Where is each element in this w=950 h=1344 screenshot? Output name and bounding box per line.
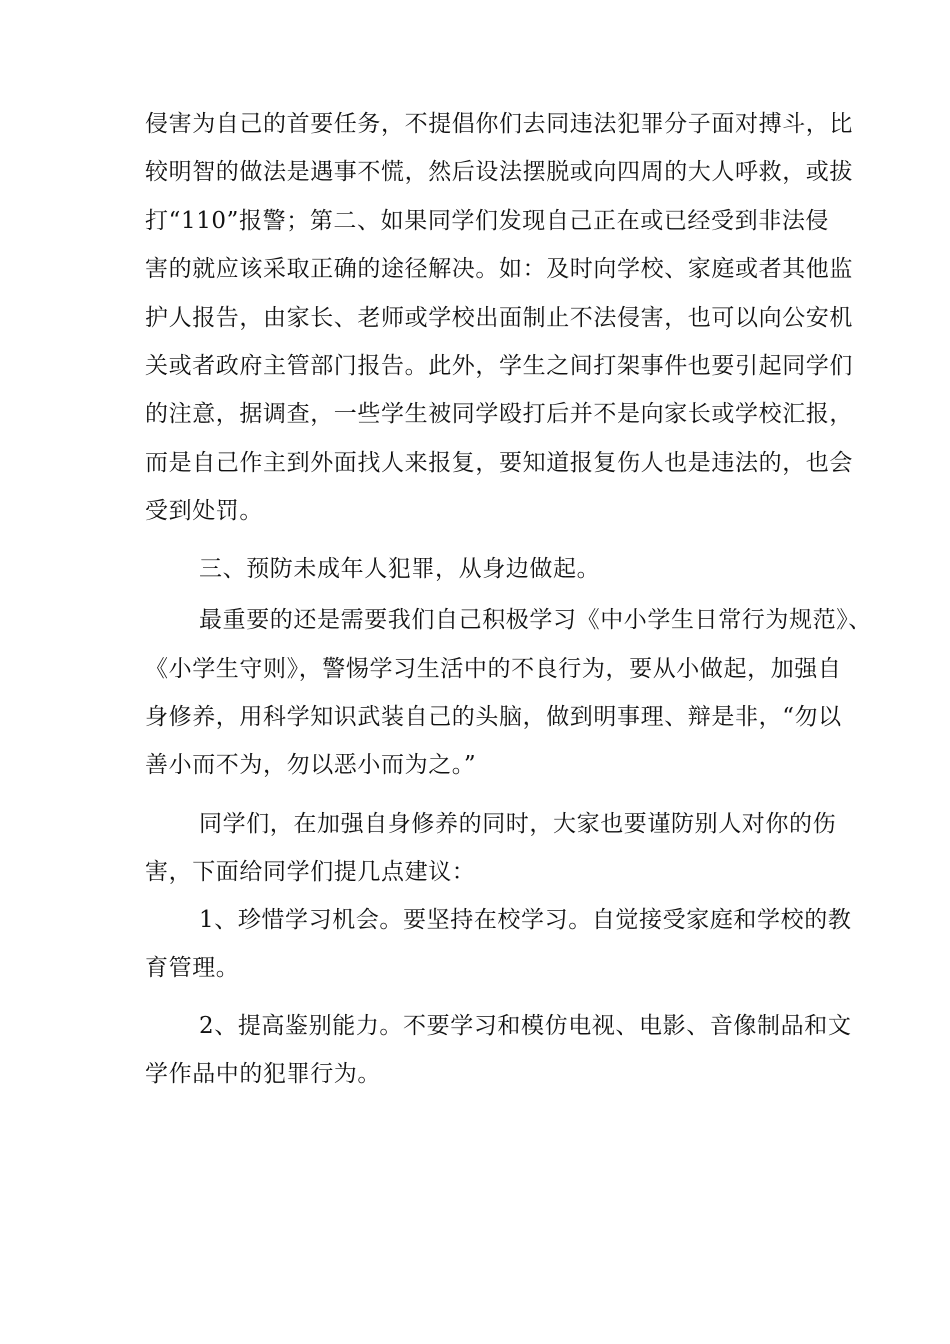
text-line: 《小学生守则》，警惕学习生活中的不良行为，要从小做起，加强自 (145, 656, 842, 682)
text-line: 的注意，据调查，一些学生被同学殴打后并不是向家长或学校汇报， (145, 401, 853, 427)
text-line: 受到处罚。 (145, 498, 263, 524)
text-line: 较明智的做法是遇事不慌，然后设法摆脱或向四周的大人呼救，或拔 (145, 159, 853, 185)
list-item: 2、提高鉴别能力。不要学习和模仿电视、电影、音像制品和文 (199, 1013, 852, 1039)
text-line: 而是自己作主到外面找人来报复，要知道报复伤人也是违法的，也会 (145, 450, 853, 476)
text-line: 打“110”报警；第二、如果同学们发现自己正在或已经受到非法侵 (145, 208, 830, 234)
text-line: 护人报告，由家长、老师或学校出面制止不法侵害，也可以向公安机 (145, 305, 853, 331)
text-line: 学作品中的犯罪行为。 (145, 1061, 381, 1087)
text-line: 育管理。 (145, 955, 240, 981)
text-line: 害的就应该采取正确的途径解决。如：及时向学校、家庭或者其他监 (145, 256, 853, 282)
text-line: 害，下面给同学们提几点建议： (145, 859, 476, 885)
list-item: 1、珍惜学习机会。要坚持在校学习。自觉接受家庭和学校的教 (199, 907, 852, 933)
text-line: 善小而不为，勿以恶小而为之。” (145, 752, 477, 778)
text-line: 关或者政府主管部门报告。此外，学生之间打架事件也要引起同学们 (145, 353, 853, 379)
text-line: 最重要的还是需要我们自己积极学习《中小学生日常行为规范》、 (199, 607, 872, 633)
section-heading: 三、预防未成年人犯罪，从身边做起。 (199, 556, 601, 582)
text-line: 身修养，用科学知识武装自己的头脑，做到明事理、辩是非，“勿以 (145, 704, 842, 730)
text-line: 同学们，在加强自身修养的同时，大家也要谨防别人对你的伤 (199, 811, 837, 837)
text-line: 侵害为自己的首要任务，不提倡你们去同违法犯罪分子面对搏斗，比 (145, 111, 853, 137)
